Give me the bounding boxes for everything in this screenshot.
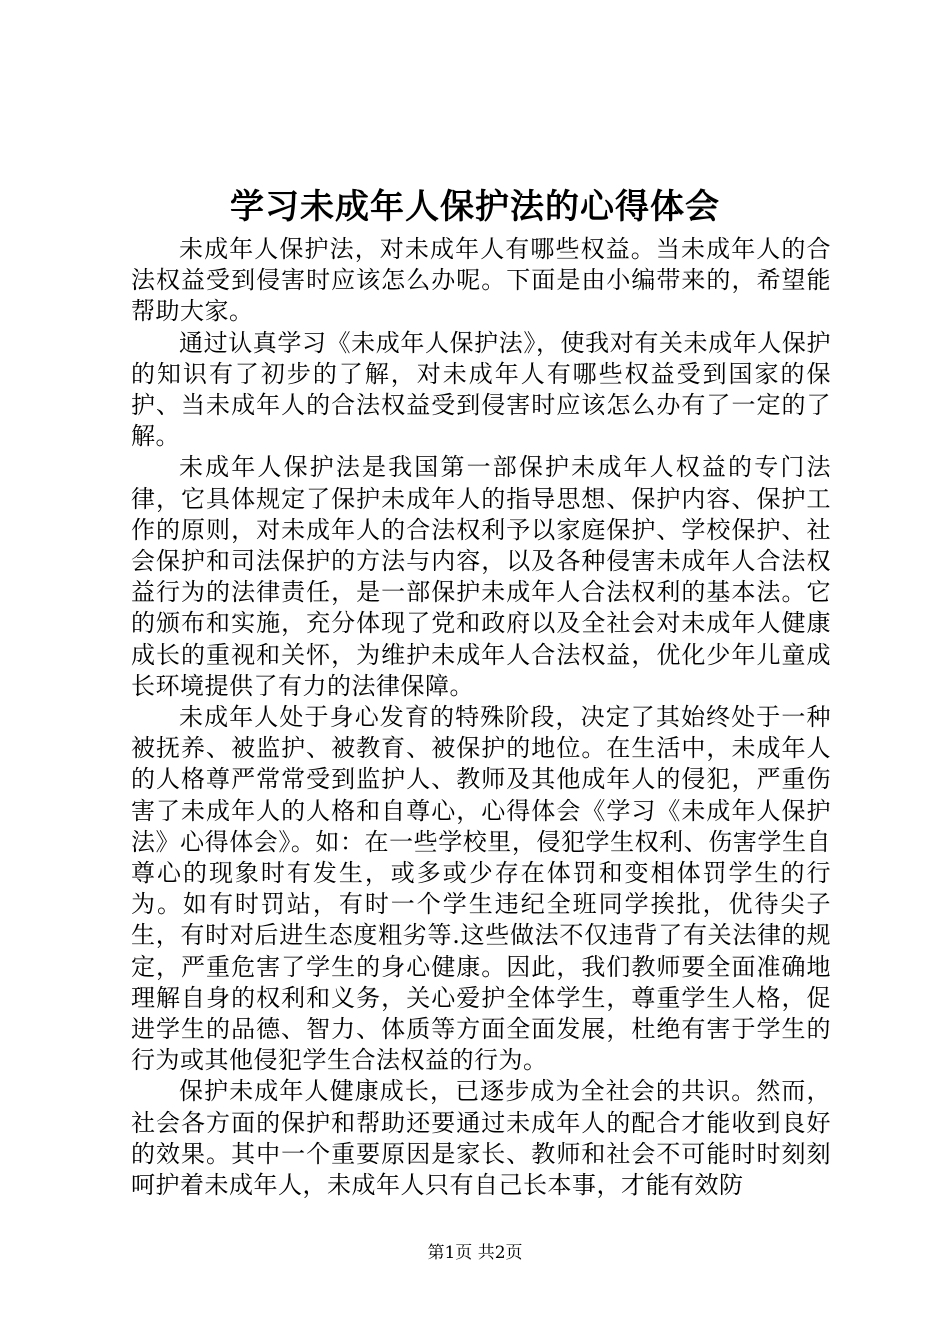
- page-footer: 第1页 共2页: [427, 1243, 523, 1263]
- document-title: 学习未成年人保护法的心得体会: [230, 187, 720, 227]
- paragraph-3: 未成年人保护法是我国第一部保护未成年人权益的专门法律，它具体规定了保护未成年人的指导思想、保护内容、保护工作的原则，对未成年人的合法权利予以家庭保护、学校保护、社会保护和司法保护的方法与内容，以及各种侵害未成年人合法权益行为的法律责任，是一部保护未成年人合法权利的基本法。它的颁布和实施，充分体现了党和政府以及全社会对未成年人健康成长的重视和关怀，为维护未成年人合法权益，优化少年儿童成长环境提供了有力的法律保障。: [131, 453, 831, 700]
- paragraph-4: 未成年人处于身心发育的特殊阶段，决定了其始终处于一种被抚养、被监护、被教育、被保护的地位。在生活中，未成年人的人格尊严常常受到监护人、教师及其他成年人的侵犯，严重伤害了未成年人的人格和自尊心，心得体会《学习《未成年人保护法》心得体会》。如：在一些学校里，侵犯学生权利、伤害学生自尊心的现象时有发生，或多或少存在体罚和变相体罚学生的行为。如有时罚站，有时一个学生违纪全班同学挨批，优待尖子生，有时对后进生态度粗劣等.这些做法不仅违背了有关法律的规定，严重危害了学生的身心健康。因此，我们教师要全面准确地理解自身的权利和义务，关心爱护全体学生，尊重学生人格，促进学生的品德、智力、体质等方面全面发展，杜绝有害于学生的行为或其他侵犯学生合法权益的行为。: [131, 703, 831, 1075]
- paragraph-1: 未成年人保护法，对未成年人有哪些权益。当未成年人的合法权益受到侵害时应该怎么办呢。下面是由小编带来的，希望能帮助大家。: [131, 235, 831, 326]
- paragraph-5: 保护未成年人健康成长，已逐步成为全社会的共识。然而，社会各方面的保护和帮助还要通过未成年人的配合才能收到良好的效果。其中一个重要原因是家长、教师和社会不可能时时刻刻呵护着未成年人，未成年人只有自己长本事，才能有效防: [131, 1077, 831, 1200]
- paragraph-2: 通过认真学习《未成年人保护法》，使我对有关未成年人保护的知识有了初步的了解，对未成年人有哪些权益受到国家的保护、当未成年人的合法权益受到侵害时应该怎么办有了一定的了解。: [131, 328, 831, 451]
- document-body: [131, 234, 831, 1201]
